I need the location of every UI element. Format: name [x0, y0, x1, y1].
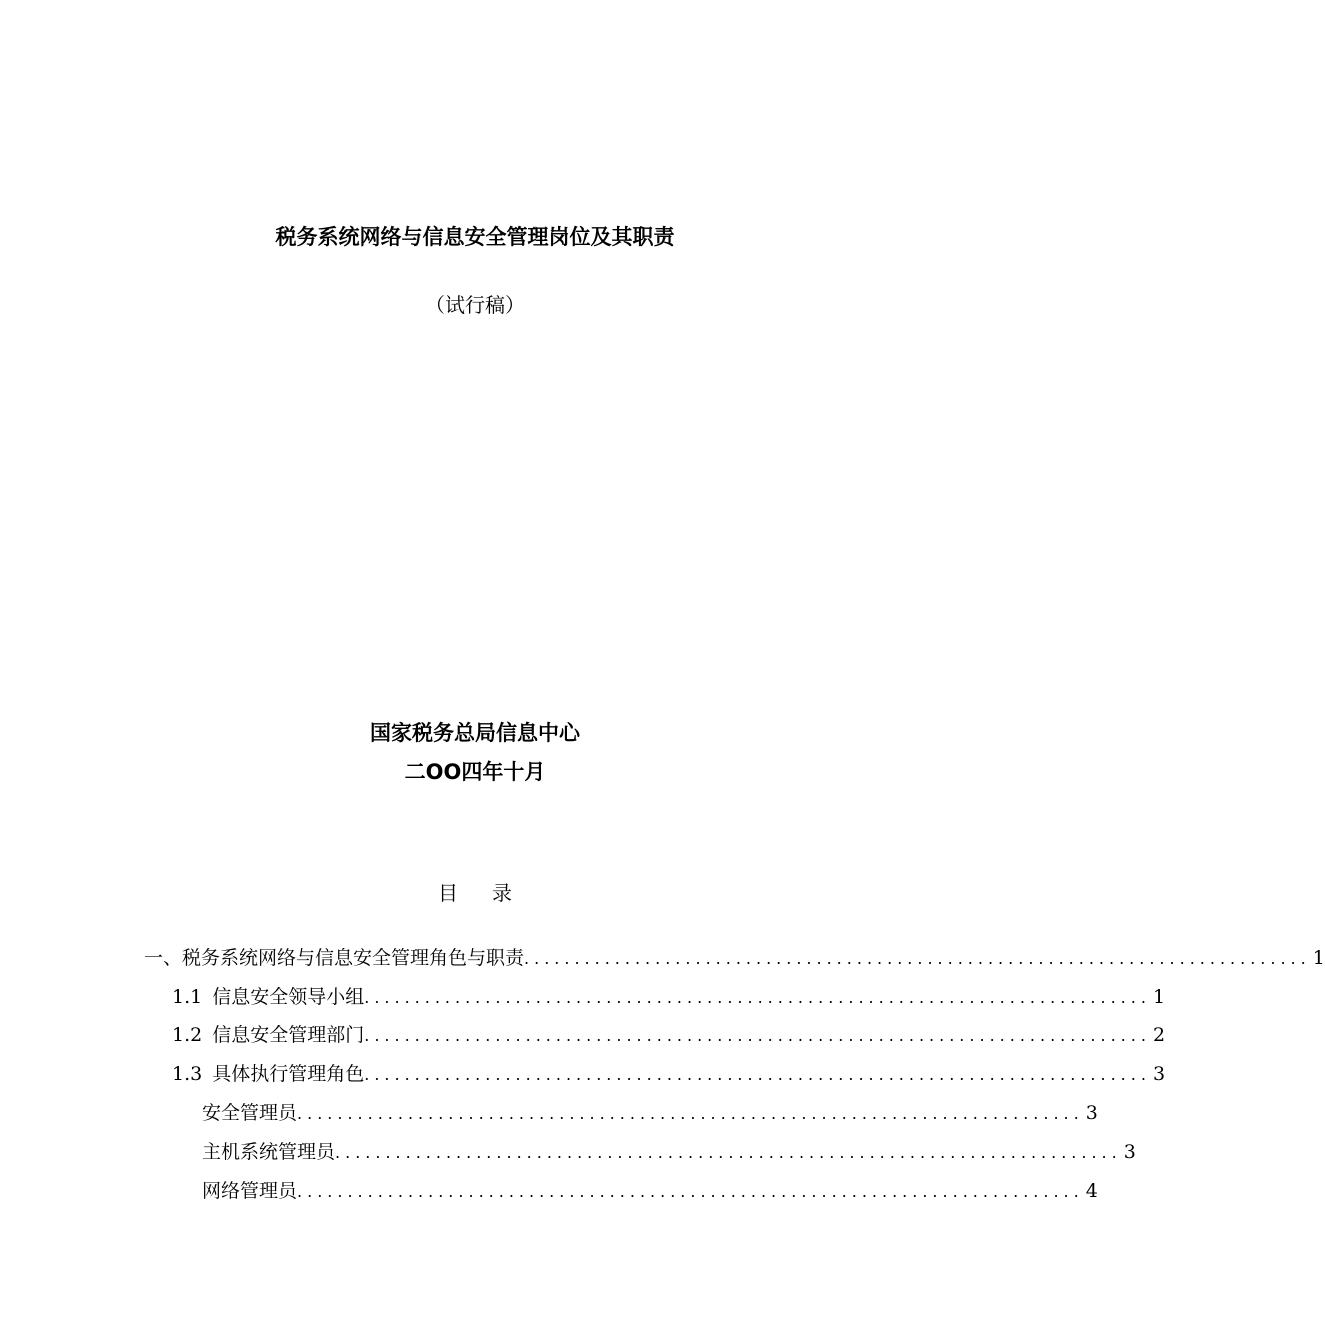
- toc-entry-label: 具体执行管理角色: [212, 1063, 365, 1085]
- toc-entry[interactable]: [144, 942, 1325, 974]
- toc-heading-right: 录: [492, 881, 512, 905]
- toc-entry-page: 1: [1152, 986, 1166, 1008]
- toc-entry-number: 1.1: [172, 986, 203, 1008]
- toc-leader-dots: ..............................................................................: [524, 949, 1311, 968]
- toc-entry[interactable]: [202, 1175, 1098, 1207]
- document-subtitle: （试行稿）: [425, 293, 525, 317]
- document-title: 税务系统网络与信息安全管理岗位及其职责: [275, 225, 675, 249]
- toc-entry-label: 信息安全管理部门: [212, 1024, 365, 1046]
- toc-entry-label: 主机系统管理员: [202, 1141, 336, 1163]
- toc-entry-label: 网络管理员: [202, 1180, 298, 1202]
- toc-entry-label: 信息安全领导小组: [212, 986, 365, 1008]
- toc-entry[interactable]: [172, 1019, 1166, 1051]
- toc-leader-dots: ..............................................................................: [364, 1065, 1151, 1084]
- toc-heading: [0, 878, 950, 908]
- toc-entry-page: 2: [1152, 1024, 1166, 1046]
- toc-entry-page: 4: [1085, 1180, 1098, 1202]
- toc-entry[interactable]: [172, 981, 1166, 1013]
- toc-leader-dots: ..............................................................................: [297, 1182, 1084, 1201]
- issue-date: 二OO四年十月: [404, 760, 546, 784]
- toc-entry[interactable]: [202, 1136, 1136, 1168]
- toc-leader-dots: ..............................................................................: [364, 988, 1151, 1007]
- toc-entry-label: 一、税务系统网络与信息安全管理角色与职责: [144, 947, 525, 969]
- toc-entry-page: 3: [1152, 1063, 1166, 1085]
- toc-entry-number: 1.2: [172, 1024, 203, 1046]
- toc-entry-page: 3: [1085, 1102, 1098, 1124]
- issuing-organization: 国家税务总局信息中心: [370, 721, 580, 745]
- toc-heading-left: 目: [438, 881, 458, 905]
- toc-entry[interactable]: [172, 1058, 1166, 1090]
- toc-leader-dots: ..............................................................................: [297, 1104, 1084, 1123]
- toc-leader-dots: ..............................................................................: [364, 1026, 1151, 1045]
- toc-entry-page: 3: [1123, 1141, 1136, 1163]
- toc-entry-page: 1: [1312, 947, 1325, 969]
- toc-entry-label: 安全管理员: [202, 1102, 298, 1124]
- toc-entry-number: 1.3: [172, 1063, 203, 1085]
- toc-leader-dots: ..............................................................................: [335, 1143, 1122, 1162]
- toc-entry[interactable]: [202, 1097, 1098, 1129]
